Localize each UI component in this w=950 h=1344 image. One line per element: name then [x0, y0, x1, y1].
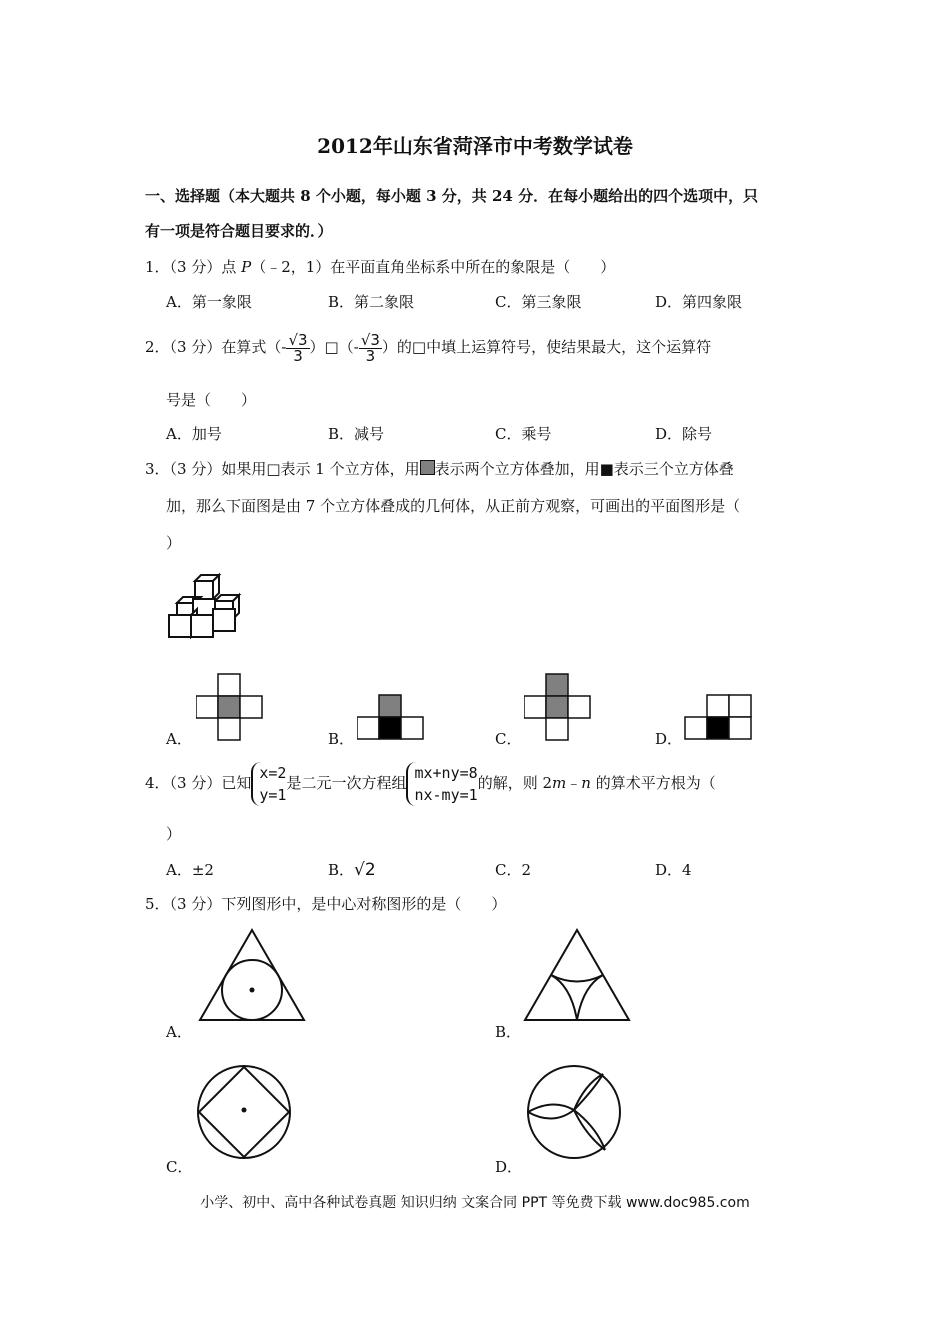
q3-figure-c: [524, 673, 592, 743]
q3-line1-c: ■表示三个立方体叠: [599, 460, 734, 478]
q4-option-d[interactable]: D．4: [655, 861, 692, 879]
question-4-stem: [145, 758, 716, 808]
gray-square-icon: [420, 460, 435, 475]
q3-stem-line3: ）: [166, 534, 182, 552]
page-footer: 小学、初中、高中各种试卷真题 知识归纳 文案合同 PPT 等免费下载 www.doc985.com: [200, 1195, 750, 1211]
q4-sys2-eq1: mx+ny=8: [414, 764, 478, 782]
q2-frac1-den: 3: [293, 346, 303, 365]
q3-option-b[interactable]: B．: [328, 730, 355, 748]
q2-option-a[interactable]: A．加号: [166, 425, 222, 443]
q3-stem-line2: 加，那么下面图是由 7 个立方体叠成的几何体，从正前方观察，可画出的平面图形是（: [166, 497, 741, 515]
question-3-stem: [145, 458, 734, 479]
q2-stem-line2: 号是（ ）: [166, 391, 257, 409]
section-heading-line2: 有一项是符合题目要求的．）: [145, 222, 333, 240]
q2-mid: ）□（: [309, 338, 354, 356]
q4-option-c[interactable]: C．2: [495, 861, 532, 879]
q5-figure-b-triangle-arcs: [521, 926, 633, 1024]
page-title: 2012年山东省菏泽市中考数学试卷: [317, 134, 633, 158]
q2-option-b[interactable]: B．减号: [328, 425, 385, 443]
question-2-stem: [145, 328, 711, 366]
q2-fraction-2: [359, 330, 382, 365]
q3-figure-d: [684, 694, 754, 742]
q2-frac2-num: √3: [360, 330, 380, 349]
q2-frac1-num: √3: [288, 330, 308, 349]
q1-option-b[interactable]: B．第二象限: [328, 293, 415, 311]
q1-option-a[interactable]: A．第一象限: [166, 293, 252, 311]
q4-var-m: m: [552, 774, 567, 792]
q3-option-a[interactable]: A．: [166, 730, 192, 748]
q4-option-a[interactable]: A．±2: [166, 861, 214, 879]
q2-minus-2: -: [353, 338, 359, 356]
q4-option-b-label: B．: [328, 861, 355, 879]
q5-option-c[interactable]: C．: [166, 1158, 193, 1176]
q4-system-1: [251, 762, 286, 806]
q2-stem-a: 2．（3 分）在算式（: [145, 338, 282, 356]
q5-option-d[interactable]: D．: [495, 1158, 523, 1176]
q2-fraction-1: [286, 330, 309, 365]
q2-stem-b: ）的□中填上运算符号，使结果最大，这个运算符: [381, 338, 712, 356]
q4-stem-line2: ）: [166, 825, 182, 843]
q3-option-d[interactable]: D．: [655, 730, 683, 748]
q4-stem-a: 4．（3 分）已知: [145, 774, 252, 792]
q5-figure-c-circle-square: [194, 1062, 294, 1162]
q1-var-p: P: [241, 258, 252, 276]
q4-sys1-eq1: x=2: [259, 764, 287, 782]
q3-option-c[interactable]: C．: [495, 730, 522, 748]
q2-option-c[interactable]: C．乘号: [495, 425, 552, 443]
q4-option-b[interactable]: [328, 859, 376, 880]
q1-option-c[interactable]: C．第三象限: [495, 293, 582, 311]
q2-minus-1: -: [281, 338, 287, 356]
q4-sys1-eq2: y=1: [259, 786, 287, 804]
q5-figure-d-circle-arcs: [523, 1062, 625, 1162]
stacked-cubes-figure: [165, 563, 255, 641]
q1-stem-b: （﹣2，1）在平面直角坐标系中所在的象限是（ ）: [251, 258, 616, 276]
q4-stem-c: ﹣: [566, 774, 582, 792]
q2-frac2-den: 3: [365, 346, 376, 365]
q5-option-b[interactable]: B．: [495, 1023, 522, 1041]
q4-option-b-root: √2: [354, 860, 376, 880]
q5-figure-a-triangle-incircle: [196, 926, 308, 1024]
q4-stem-d: 的算术平方根为（: [590, 774, 716, 792]
q1-option-d[interactable]: D．第四象限: [655, 293, 743, 311]
q1-stem-a: 1．（3 分）点: [145, 258, 242, 276]
q2-option-d[interactable]: D．除号: [655, 425, 713, 443]
q4-stem-b: 的解，则 2: [477, 774, 552, 792]
q5-option-a[interactable]: A．: [166, 1023, 192, 1041]
question-5-stem: 5．（3 分）下列图形中，是中心对称图形的是（ ）: [145, 895, 507, 913]
q4-var-n: n: [581, 774, 591, 792]
q4-stem-mid: 是二元一次方程组: [286, 774, 407, 792]
q3-figure-a: [196, 673, 264, 743]
q4-sys2-eq2: nx-my=1: [414, 786, 478, 804]
section-heading-line1: 一、选择题（本大题共 8 个小题，每小题 3 分，共 24 分．在每小题给出的四个选项中，只: [145, 187, 759, 205]
question-1-stem: [145, 256, 615, 277]
q3-line1-b: 表示两个立方体叠加，用: [434, 460, 600, 478]
q4-system-2: [406, 762, 477, 806]
q3-line1-a: 3．（3 分）如果用□表示 1 个立方体，用: [145, 460, 420, 478]
q3-figure-b: [357, 694, 425, 742]
